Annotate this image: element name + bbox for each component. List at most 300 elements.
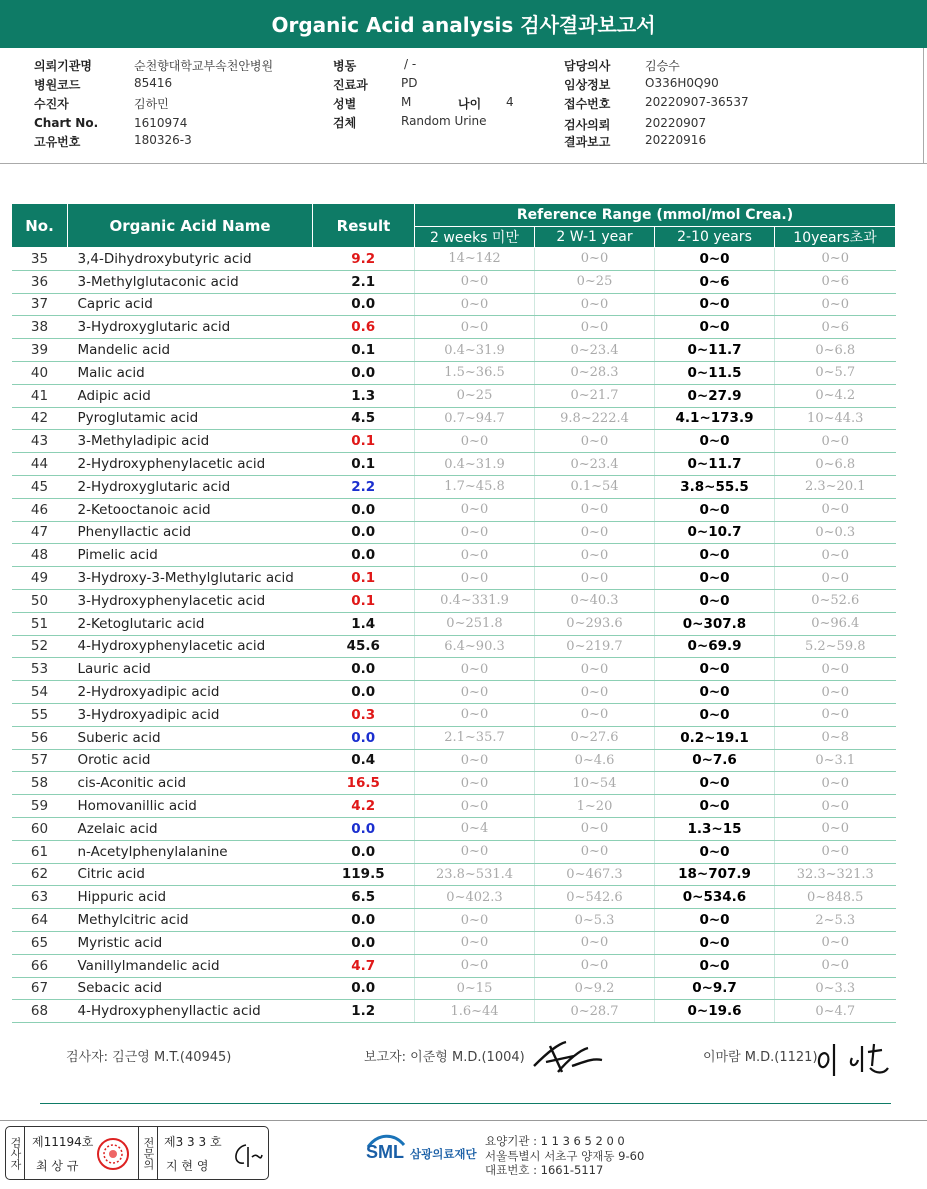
col-header-range-under-2w: 2 weeks 미만 [415,227,535,248]
range-over-10y: 10~44.3 [775,407,896,430]
range-2w-1y: 0~0 [535,658,655,681]
acid-name: 3-Methyladipic acid [68,430,313,453]
seal-icon [96,1137,130,1171]
table-row [12,840,896,863]
range-2-10y: 0~6 [655,270,775,293]
table-row [12,475,896,498]
table-row [12,726,896,749]
table-row [12,498,896,521]
range-under-2w: 0~0 [415,703,535,726]
ward-label: 병동 [333,59,357,73]
range-2-10y: 0~0 [655,567,775,590]
table-row [12,521,896,544]
range-2-10y: 0~11.5 [655,361,775,384]
range-over-10y: 0~8 [775,726,896,749]
range-2w-1y: 0.1~54 [535,475,655,498]
result-value: 0.0 [313,977,415,1000]
acid-name: Azelaic acid [68,817,313,840]
range-over-10y: 0~0 [775,931,896,954]
col-header-range-2w-1y: 2 W-1 year [535,227,655,248]
acid-name: 4-Hydroxyphenyllactic acid [68,1000,313,1023]
range-2-10y: 0~0 [655,840,775,863]
clinical-info-label: 임상정보 [564,78,611,92]
result-value: 0.4 [313,749,415,772]
range-2w-1y: 1~20 [535,795,655,818]
row-number: 57 [12,749,68,772]
tester-signature-text: 검사자: 김근영 M.T.(40945) [66,1050,232,1065]
table-row [12,361,896,384]
result-value: 0.0 [313,498,415,521]
range-2-10y: 4.1~173.9 [655,407,775,430]
row-number: 37 [12,293,68,316]
row-number: 63 [12,886,68,909]
acid-name: 2-Ketoglutaric acid [68,612,313,635]
acid-name: 3-Hydroxyadipic acid [68,703,313,726]
acid-name: Suberic acid [68,726,313,749]
range-2w-1y: 0~28.3 [535,361,655,384]
sex-value: M [401,95,412,109]
range-2-10y: 0~10.7 [655,521,775,544]
department-value: PD [401,76,418,90]
sml-logo-icon [366,1131,406,1171]
range-under-2w: 0~15 [415,977,535,1000]
result-value: 45.6 [313,635,415,658]
table-row [12,293,896,316]
range-over-10y: 0~0 [775,293,896,316]
range-2-10y: 1.3~15 [655,817,775,840]
table-row [12,795,896,818]
acid-name: 2-Ketooctanoic acid [68,498,313,521]
result-value: 0.0 [313,658,415,681]
range-2w-1y: 0~23.4 [535,339,655,362]
acid-name: 2-Hydroxyadipic acid [68,681,313,704]
range-2w-1y: 0~0 [535,544,655,567]
col-header-range-over-10y: 10years초과 [775,227,896,248]
result-value: 1.4 [313,612,415,635]
row-number: 64 [12,909,68,932]
range-under-2w: 0.4~331.9 [415,589,535,612]
range-2-10y: 0~0 [655,703,775,726]
third-signature-text: 이마람 M.D.(1121) [703,1050,818,1065]
range-2-10y: 0~0 [655,658,775,681]
stamp2-name: 지 현 영 [166,1159,209,1173]
range-over-10y: 0~0 [775,567,896,590]
acid-name: 2-Hydroxyglutaric acid [68,475,313,498]
range-2w-1y: 0~219.7 [535,635,655,658]
range-under-2w: 6.4~90.3 [415,635,535,658]
age-value: 4 [506,95,514,109]
range-2w-1y: 0~0 [535,521,655,544]
result-value: 0.1 [313,430,415,453]
range-2w-1y: 10~54 [535,772,655,795]
row-number: 39 [12,339,68,362]
row-number: 65 [12,931,68,954]
table-row [12,658,896,681]
range-over-10y: 0~96.4 [775,612,896,635]
col-header-reference: Reference Range (mmol/mol Crea.) [415,204,896,227]
stamp2-number: 제3 3 3 호 [164,1135,222,1149]
result-value: 4.7 [313,954,415,977]
range-2-10y: 0~11.7 [655,453,775,476]
row-number: 43 [12,430,68,453]
unique-no-value: 180326-3 [134,133,192,147]
acid-name: Phenyllactic acid [68,521,313,544]
range-2-10y: 3.8~55.5 [655,475,775,498]
acid-name: Vanillylmandelic acid [68,954,313,977]
report-date-label: 결과보고 [564,135,611,149]
range-2-10y: 0~0 [655,795,775,818]
result-value: 4.5 [313,407,415,430]
request-date-label: 검사의뢰 [564,118,611,132]
range-2w-1y: 9.8~222.4 [535,407,655,430]
range-over-10y: 0~6 [775,316,896,339]
range-under-2w: 0~0 [415,498,535,521]
row-number: 35 [12,248,68,271]
result-value: 1.3 [313,384,415,407]
table-row [12,817,896,840]
range-over-10y: 0~52.6 [775,589,896,612]
range-2-10y: 0~11.7 [655,339,775,362]
range-over-10y: 0~0 [775,658,896,681]
range-over-10y: 0~6.8 [775,453,896,476]
range-over-10y: 0~3.3 [775,977,896,1000]
patient-label: 수진자 [34,97,69,111]
table-row [12,772,896,795]
range-2w-1y: 0~0 [535,931,655,954]
receipt-no-value: 20220907-36537 [645,95,749,109]
table-row [12,430,896,453]
range-under-2w: 0~4 [415,817,535,840]
range-2-10y: 0~19.6 [655,1000,775,1023]
range-over-10y: 32.3~321.3 [775,863,896,886]
range-2-10y: 0~27.9 [655,384,775,407]
result-value: 0.0 [313,521,415,544]
table-row [12,931,896,954]
range-over-10y: 0~0 [775,544,896,567]
range-under-2w: 0.4~31.9 [415,453,535,476]
table-row [12,589,896,612]
range-over-10y: 0~848.5 [775,886,896,909]
range-under-2w: 0~0 [415,795,535,818]
range-2w-1y: 0~0 [535,293,655,316]
range-2w-1y: 0~27.6 [535,726,655,749]
row-number: 52 [12,635,68,658]
clinical-info-value: O336H0Q90 [645,76,719,90]
result-value: 119.5 [313,863,415,886]
row-number: 38 [12,316,68,339]
table-row [12,407,896,430]
range-over-10y: 0~0 [775,703,896,726]
table-row [12,248,896,271]
unique-no-label: 고유번호 [34,135,81,149]
col-header-result: Result [313,204,415,248]
chart-no-label: Chart No. [34,116,99,130]
range-under-2w: 1.6~44 [415,1000,535,1023]
range-2w-1y: 0~0 [535,567,655,590]
row-number: 55 [12,703,68,726]
range-over-10y: 0~0.3 [775,521,896,544]
range-over-10y: 0~0 [775,840,896,863]
range-over-10y: 0~0 [775,954,896,977]
range-under-2w: 0~0 [415,567,535,590]
stamp1-name: 최 상 규 [36,1159,79,1173]
range-2w-1y: 0~0 [535,498,655,521]
range-2w-1y: 0~40.3 [535,589,655,612]
row-number: 68 [12,1000,68,1023]
hospital-code-value: 85416 [134,76,173,90]
result-value: 0.1 [313,589,415,612]
result-value: 0.0 [313,909,415,932]
range-2-10y: 0~534.6 [655,886,775,909]
stamp2-label: 전문의 [138,1127,158,1179]
reporter-signature-text: 보고자: 이준형 M.D.(1004) [364,1050,525,1065]
result-value: 0.0 [313,840,415,863]
row-number: 53 [12,658,68,681]
stamp1-number: 제11194호 [32,1135,94,1149]
acid-name: n-Acetylphenylalanine [68,840,313,863]
range-under-2w: 0~0 [415,544,535,567]
range-2-10y: 0~69.9 [655,635,775,658]
row-number: 47 [12,521,68,544]
range-under-2w: 1.7~45.8 [415,475,535,498]
range-2-10y: 0~7.6 [655,749,775,772]
range-2w-1y: 0~467.3 [535,863,655,886]
col-header-no: No. [12,204,68,248]
range-2-10y: 0~0 [655,544,775,567]
table-row [12,612,896,635]
acid-name: 2-Hydroxyphenylacetic acid [68,453,313,476]
range-under-2w: 0~0 [415,316,535,339]
range-under-2w: 0~0 [415,293,535,316]
range-under-2w: 0~0 [415,658,535,681]
row-number: 59 [12,795,68,818]
range-under-2w: 23.8~531.4 [415,863,535,886]
range-2-10y: 0~0 [655,293,775,316]
table-row [12,339,896,362]
range-2-10y: 0~0 [655,589,775,612]
range-over-10y: 2.3~20.1 [775,475,896,498]
row-number: 44 [12,453,68,476]
acid-name: Lauric acid [68,658,313,681]
result-value: 9.2 [313,248,415,271]
table-row [12,635,896,658]
row-number: 49 [12,567,68,590]
row-number: 67 [12,977,68,1000]
range-under-2w: 0~251.8 [415,612,535,635]
row-number: 51 [12,612,68,635]
result-value: 1.2 [313,1000,415,1023]
range-2w-1y: 0~0 [535,817,655,840]
range-over-10y: 0~0 [775,498,896,521]
result-value: 0.6 [313,316,415,339]
range-2-10y: 0.2~19.1 [655,726,775,749]
reporter-signature-image [528,1032,606,1076]
range-over-10y: 0~6 [775,270,896,293]
acid-name: 3-Hydroxyglutaric acid [68,316,313,339]
range-over-10y: 2~5.3 [775,909,896,932]
acid-name: Mandelic acid [68,339,313,362]
range-2-10y: 0~307.8 [655,612,775,635]
result-value: 4.2 [313,795,415,818]
acid-name: Capric acid [68,293,313,316]
row-number: 56 [12,726,68,749]
range-2-10y: 0~0 [655,909,775,932]
sex-label: 성별 [333,97,357,111]
result-value: 16.5 [313,772,415,795]
range-2-10y: 0~9.7 [655,977,775,1000]
table-row [12,749,896,772]
org-code: 요양기관 : 1 1 3 6 5 2 0 0 [485,1134,625,1148]
result-value: 0.0 [313,817,415,840]
acid-name: Myristic acid [68,931,313,954]
range-over-10y: 0~0 [775,772,896,795]
acid-name: Citric acid [68,863,313,886]
table-row [12,886,896,909]
range-under-2w: 0~0 [415,840,535,863]
range-over-10y: 0~0 [775,795,896,818]
table-row [12,270,896,293]
acid-name: 3-Hydroxy-3-Methylglutaric acid [68,567,313,590]
range-under-2w: 0.7~94.7 [415,407,535,430]
acid-name: cis-Aconitic acid [68,772,313,795]
range-2w-1y: 0~0 [535,681,655,704]
table-row [12,954,896,977]
table-row [12,863,896,886]
patient-value: 김하민 [134,97,169,111]
report-title: Organic Acid analysis 검사결과보고서 [0,0,927,48]
range-2-10y: 0~0 [655,931,775,954]
table-row [12,909,896,932]
range-2w-1y: 0~542.6 [535,886,655,909]
range-under-2w: 0~0 [415,931,535,954]
range-2w-1y: 0~0 [535,703,655,726]
col-header-range-2-10y: 2-10 years [655,227,775,248]
range-2w-1y: 0~21.7 [535,384,655,407]
row-number: 66 [12,954,68,977]
acid-name: Methylcitric acid [68,909,313,932]
range-2-10y: 0~0 [655,430,775,453]
header-separator [0,163,927,164]
acid-name: 4-Hydroxyphenylacetic acid [68,635,313,658]
org-name: 삼광의료재단 [410,1147,477,1161]
range-2w-1y: 0~293.6 [535,612,655,635]
row-number: 60 [12,817,68,840]
row-number: 41 [12,384,68,407]
footer-rule [40,1103,891,1104]
row-number: 45 [12,475,68,498]
range-under-2w: 0~0 [415,270,535,293]
department-label: 진료과 [333,78,368,92]
org-address: 서울특별시 서초구 양재동 9-60 [485,1149,645,1163]
range-2w-1y: 0~25 [535,270,655,293]
request-date-value: 20220907 [645,116,707,130]
range-over-10y: 0~6.8 [775,339,896,362]
range-2w-1y: 0~0 [535,248,655,271]
range-under-2w: 14~142 [415,248,535,271]
receipt-no-label: 접수번호 [564,97,611,111]
org-phone: 대표번호 : 1661-5117 [485,1163,604,1177]
report-date-value: 20220916 [645,133,707,147]
result-value: 2.1 [313,270,415,293]
row-number: 36 [12,270,68,293]
range-2w-1y: 0~5.3 [535,909,655,932]
result-value: 0.0 [313,293,415,316]
range-2w-1y: 0~0 [535,954,655,977]
institution-label: 의뢰기관명 [34,59,92,73]
range-2-10y: 0~0 [655,248,775,271]
acid-name: Homovanillic acid [68,795,313,818]
row-number: 40 [12,361,68,384]
row-number: 42 [12,407,68,430]
range-under-2w: 0~25 [415,384,535,407]
acid-name: 3-Hydroxyphenylacetic acid [68,589,313,612]
range-2-10y: 0~0 [655,681,775,704]
range-over-10y: 0~0 [775,430,896,453]
acid-name: Pyroglutamic acid [68,407,313,430]
row-number: 50 [12,589,68,612]
certification-stamp-box [5,1126,269,1180]
ward-value: / - [404,57,417,71]
doctor-value: 김승수 [645,59,680,73]
range-2-10y: 0~0 [655,316,775,339]
range-2-10y: 0~0 [655,772,775,795]
range-over-10y: 0~4.7 [775,1000,896,1023]
table-row [12,1000,896,1023]
acid-name: Malic acid [68,361,313,384]
range-under-2w: 2.1~35.7 [415,726,535,749]
acid-name: 3,4-Dihydroxybutyric acid [68,248,313,271]
range-over-10y: 0~0 [775,681,896,704]
stamp1-label: 검사자 [6,1127,25,1179]
third-signature-image [812,1032,892,1082]
table-row [12,316,896,339]
range-over-10y: 5.2~59.8 [775,635,896,658]
range-2w-1y: 0~0 [535,840,655,863]
table-row [12,384,896,407]
col-header-name: Organic Acid Name [68,204,313,248]
acid-name: Orotic acid [68,749,313,772]
result-value: 0.0 [313,681,415,704]
acid-name: Pimelic acid [68,544,313,567]
result-value: 0.0 [313,544,415,567]
institution-value: 순천향대학교부속천안병원 [134,59,274,73]
range-2-10y: 0~0 [655,498,775,521]
range-under-2w: 0~0 [415,430,535,453]
result-value: 2.2 [313,475,415,498]
acid-name: Adipic acid [68,384,313,407]
result-value: 0.3 [313,703,415,726]
range-under-2w: 1.5~36.5 [415,361,535,384]
table-row [12,703,896,726]
acid-name: 3-Methylglutaconic acid [68,270,313,293]
range-under-2w: 0~0 [415,909,535,932]
footer-rule-bottom [0,1120,927,1121]
range-under-2w: 0~402.3 [415,886,535,909]
specimen-value: Random Urine [401,114,487,128]
table-row [12,681,896,704]
chart-no-value: 1610974 [134,116,188,130]
patient-info-section [0,54,927,154]
row-number: 46 [12,498,68,521]
row-number: 61 [12,840,68,863]
row-number: 54 [12,681,68,704]
acid-name: Sebacic acid [68,977,313,1000]
stamp2-signature-image [228,1141,264,1171]
results-table [11,203,896,1023]
range-2w-1y: 0~9.2 [535,977,655,1000]
range-over-10y: 0~0 [775,248,896,271]
range-over-10y: 0~3.1 [775,749,896,772]
